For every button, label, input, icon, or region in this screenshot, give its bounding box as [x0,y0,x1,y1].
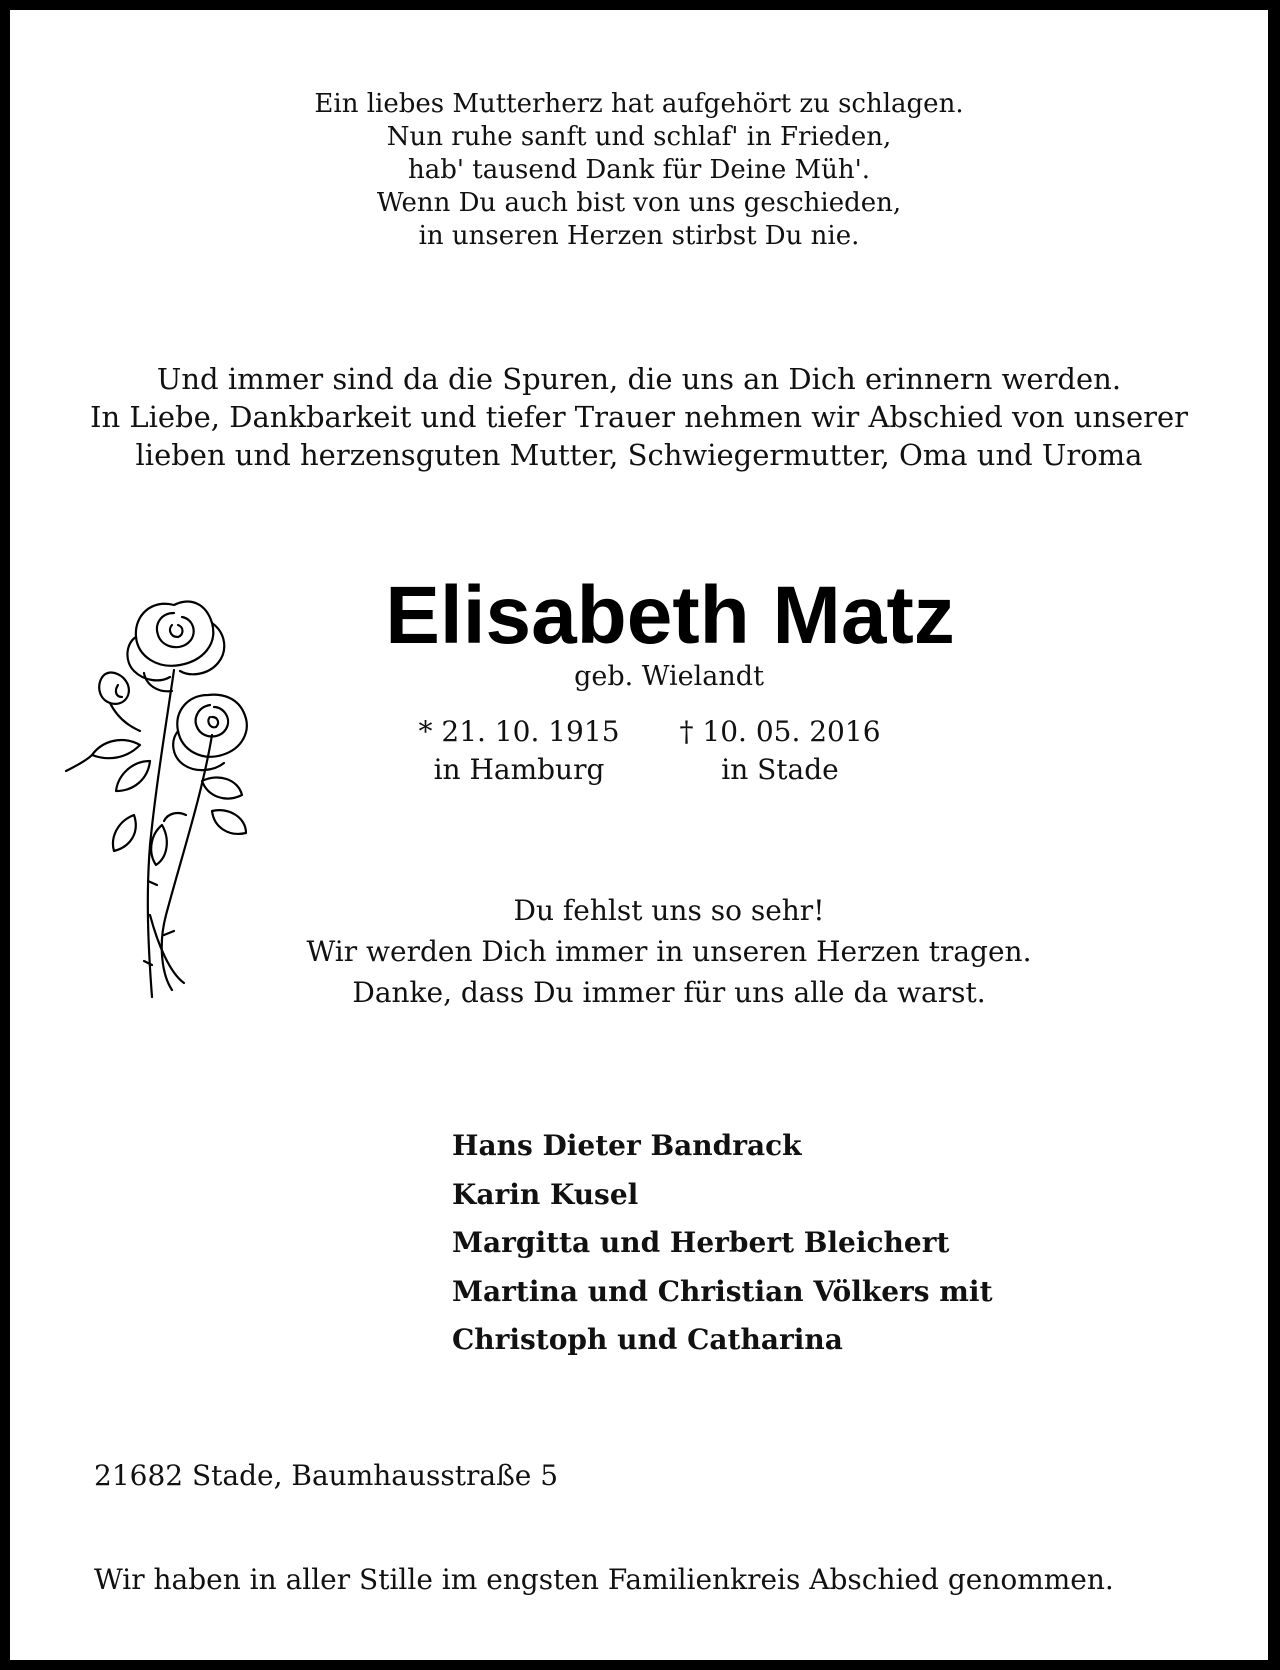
death-date: † 10. 05. 2016 [679,715,881,748]
birth-info [414,713,624,789]
maiden-name: geb. Wielandt [574,661,764,692]
death-info [670,713,890,789]
intro-text [10,360,1268,474]
address: 21682 Stade, Baumhausstraße 5 [94,1459,559,1492]
mourner-name: Christoph und Catharina [452,1323,843,1356]
closing-line: Danke, dass Du immer für uns alle da warst. [352,976,986,1009]
death-place: in Stade [721,753,839,786]
mourner-name: Martina und Christian Völkers mit [452,1274,993,1308]
closing-line: Du fehlst uns so sehr! [513,894,825,927]
deceased-name: Elisabeth Matz [385,570,955,661]
intro-line: In Liebe, Dankbarkeit und tiefer Trauer nehmen wir Abschied von unserer [89,400,1189,434]
closing-line: Wir werden Dich immer in unseren Herzen tragen. [306,935,1032,968]
verse-line: Nun ruhe sanft und schlaf' in Frieden, [386,122,892,152]
intro-line: Und immer sind da die Spuren, die uns an Dich erinnern werden. [156,362,1122,396]
memorial-verse [10,88,1268,253]
mourners-list [452,1122,993,1365]
closing-text [10,890,1268,1013]
intro-line: lieben und herzensguten Mutter, Schwiegermutter, Oma und Uroma [135,438,1143,472]
mourner-name: Hans Dieter Bandrack [452,1129,802,1162]
verse-line: hab' tausend Dank für Deine Müh'. [407,155,871,185]
birth-date: * 21. 10. 1915 [418,715,620,748]
verse-line: Wenn Du auch bist von uns geschieden, [376,188,902,218]
birth-place: in Hamburg [433,753,605,786]
mourner-name: Margitta und Herbert Bleichert [452,1226,950,1259]
mourner-name: Karin Kusel [452,1177,639,1211]
footer-note: Wir haben in aller Stille im engsten Familienkreis Abschied genommen. [94,1563,1114,1596]
verse-line: Ein liebes Mutterherz hat aufgehört zu schlagen. [314,89,964,119]
verse-line: in unseren Herzen stirbst Du nie. [418,221,860,251]
